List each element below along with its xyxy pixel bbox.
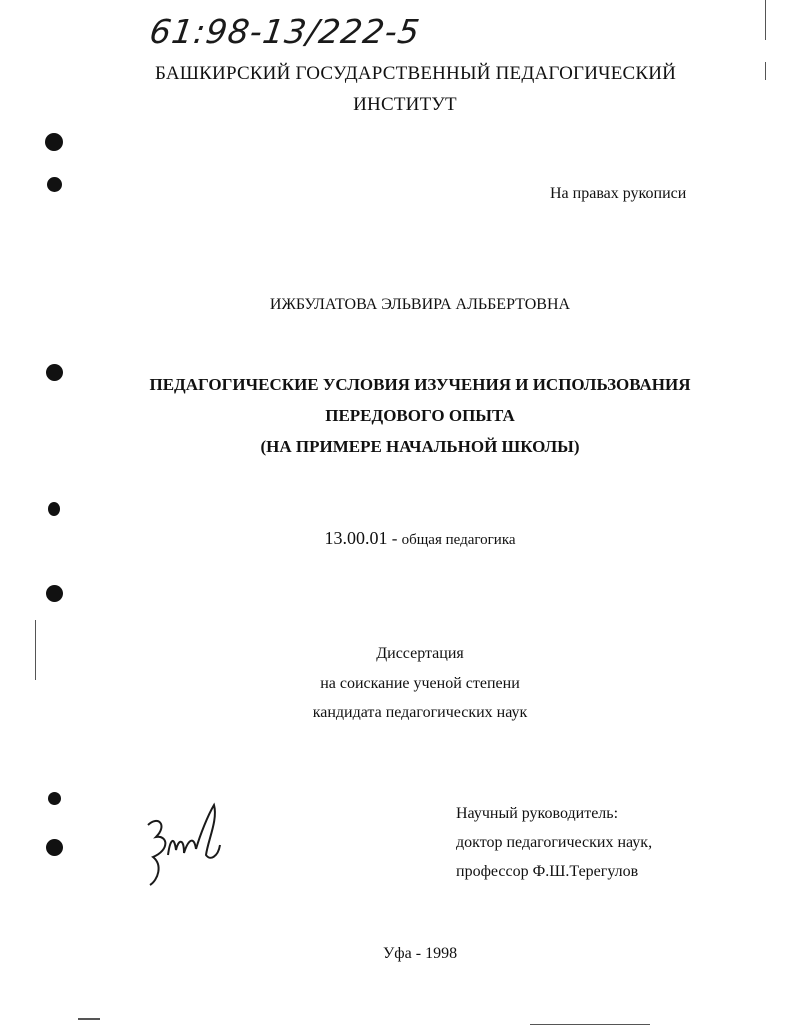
punch-hole-icon: [46, 585, 63, 602]
dissertation-line-3: кандидата педагогических наук: [312, 704, 528, 721]
title-line-1: ПЕДАГОГИЧЕСКИЕ УСЛОВИЯ ИЗУЧЕНИЯ И ИСПОЛЬЗОВАНИЯ: [149, 375, 691, 394]
punch-hole-icon: [45, 133, 63, 151]
manuscript-note: На правах рукописи: [550, 185, 687, 202]
scan-edge-mark: [765, 0, 766, 40]
place-year: Уфа - 1998: [382, 945, 458, 962]
dissertation-line-2: на соискание ученой степени: [320, 675, 520, 692]
scan-edge-mark: [765, 62, 766, 80]
institution-line-2: ИНСТИТУТ: [353, 94, 457, 115]
archive-code-handwritten: 61:98-13/222-5: [147, 12, 423, 51]
specialty: [90, 528, 750, 549]
scan-edge-mark: [78, 1018, 100, 1020]
punch-hole-icon: [46, 839, 63, 856]
signature-icon: [128, 795, 228, 895]
specialty-code: 13.00.01: [324, 528, 388, 548]
scan-edge-mark: [35, 620, 36, 680]
punch-hole-icon: [48, 502, 60, 516]
author-name: ИЖБУЛАТОВА ЭЛЬВИРА АЛЬБЕРТОВНА: [269, 296, 571, 313]
punch-hole-icon: [46, 364, 63, 381]
scan-edge-mark: [530, 1024, 650, 1025]
supervisor-line-1: Научный руководитель:: [456, 805, 619, 822]
supervisor-line-2: доктор педагогических наук,: [456, 834, 653, 851]
title-line-2: ПЕРЕДОВОГО ОПЫТА: [325, 406, 515, 425]
dissertation-line-1: Диссертация: [376, 645, 464, 662]
title-line-3: (НА ПРИМЕРЕ НАЧАЛЬНОЙ ШКОЛЫ): [260, 437, 580, 456]
supervisor-line-3: профессор Ф.Ш.Терегулов: [456, 863, 639, 880]
institution-line-1: БАШКИРСКИЙ ГОСУДАРСТВЕННЫЙ ПЕДАГОГИЧЕСКИЙ: [155, 63, 677, 84]
specialty-separator: -: [387, 529, 402, 548]
punch-hole-icon: [47, 177, 62, 192]
specialty-name: общая педагогика: [401, 532, 516, 548]
punch-hole-icon: [48, 792, 61, 805]
